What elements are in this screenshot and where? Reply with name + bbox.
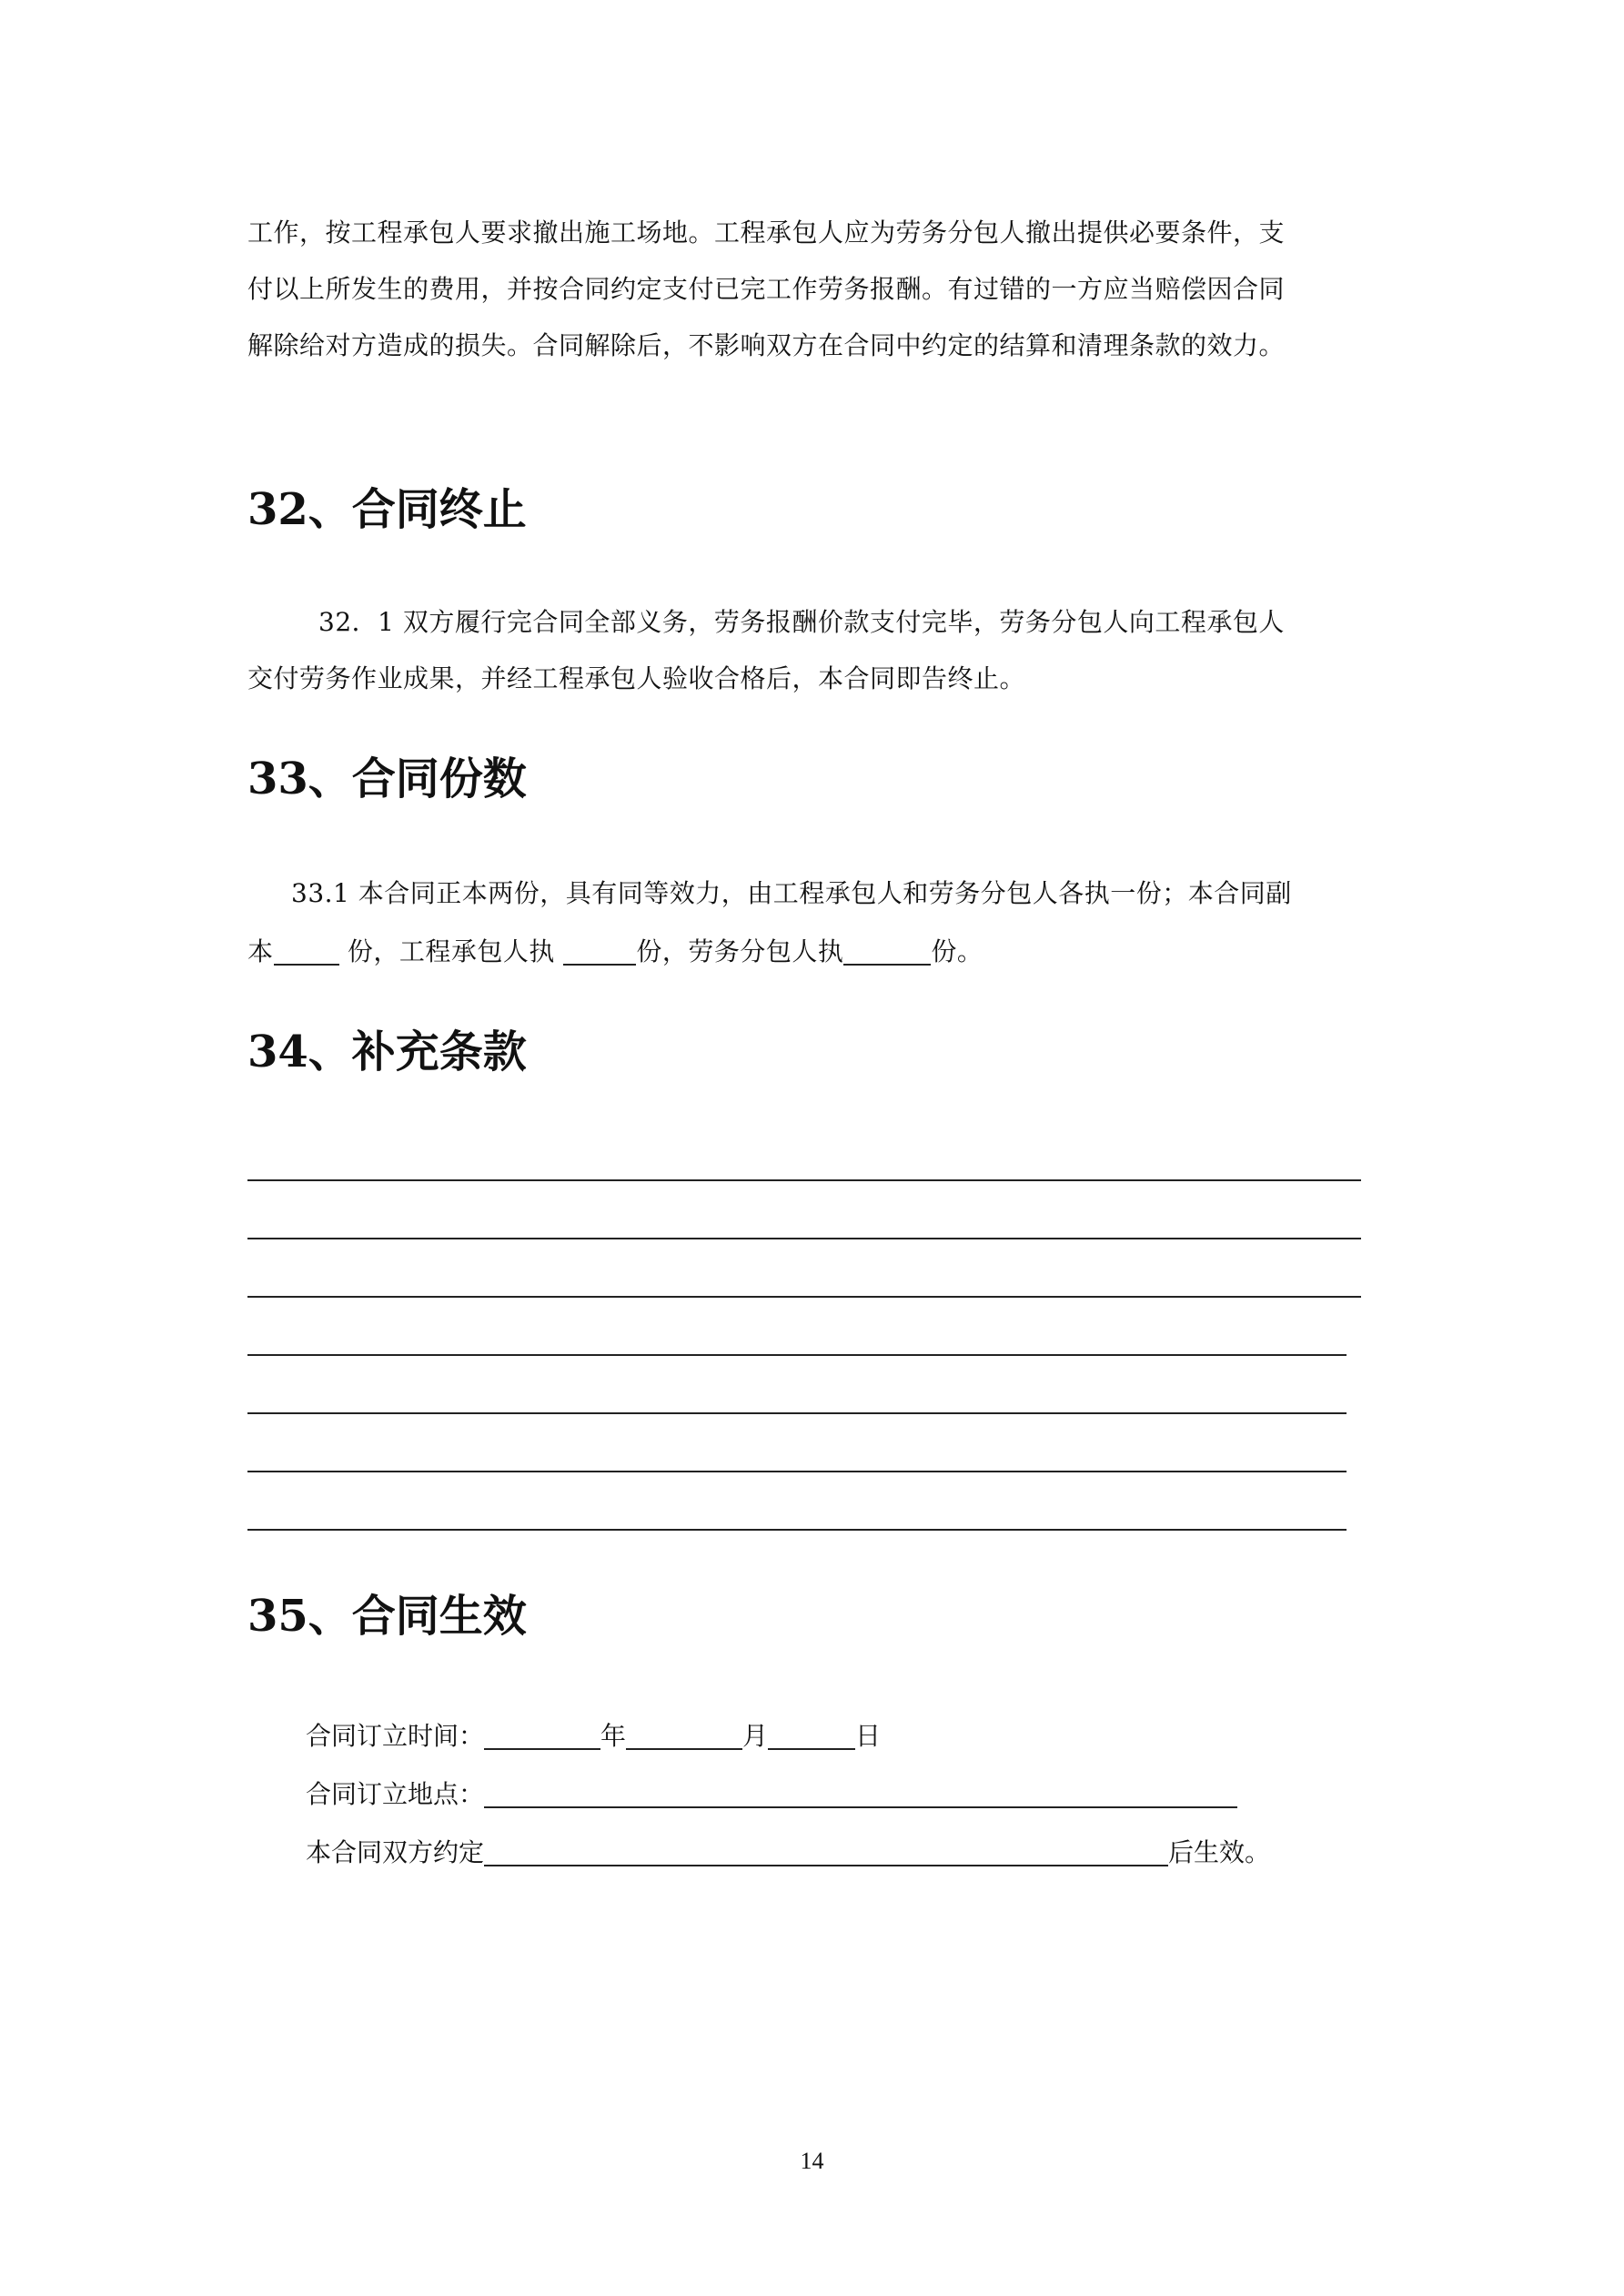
subcontractor-copies-blank[interactable] (843, 936, 931, 966)
supplement-line-7[interactable] (247, 1529, 1347, 1531)
copies-total-blank[interactable] (274, 936, 339, 966)
section-32-line-1: 32．1 双方履行完合同全部义务，劳务报酬价款支付完毕，劳务分包人向工程承包人 (318, 607, 1285, 637)
year-label: 年 (600, 1721, 627, 1751)
signing-time-row (306, 1718, 881, 1755)
month-blank[interactable] (626, 1721, 742, 1750)
month-label: 月 (742, 1721, 769, 1751)
supplement-line-2[interactable] (247, 1238, 1361, 1239)
effective-suffix: 后生效。 (1168, 1837, 1271, 1867)
year-blank[interactable] (484, 1721, 600, 1750)
supplement-line-6[interactable] (247, 1471, 1347, 1472)
section-32-line-2: 交付劳务作业成果，并经工程承包人验收合格后，本合同即告终止。 (247, 663, 1026, 693)
section-33-line-2 (247, 934, 983, 970)
signing-place-blank[interactable] (484, 1779, 1237, 1808)
page-number: 14 (800, 2148, 824, 2174)
section-35-heading: 35、合同生效 (247, 1591, 527, 1642)
section-34-heading: 34、补充条款 (247, 1027, 527, 1077)
supplement-line-4[interactable] (247, 1354, 1347, 1356)
section-33-heading: 33、合同份数 (247, 754, 527, 804)
section-33-text-end: 份。 (931, 936, 983, 966)
effective-condition-blank[interactable] (484, 1837, 1168, 1866)
supplement-line-1[interactable] (247, 1179, 1361, 1181)
section-32-heading: 32、合同终止 (247, 484, 527, 535)
section-33-line-1: 33.1 本合同正本两份，具有同等效力，由工程承包人和劳务分包人各执一份；本合同副 (291, 878, 1292, 908)
effective-prefix: 本合同双方约定 (306, 1837, 485, 1867)
contractor-copies-blank[interactable] (563, 936, 636, 966)
supplement-line-3[interactable] (247, 1296, 1361, 1298)
signing-place-label: 合同订立地点： (306, 1779, 485, 1809)
signing-time-label: 合同订立时间： (306, 1721, 485, 1751)
supplement-line-5[interactable] (247, 1412, 1347, 1414)
intro-line-1: 工作，按工程承包人要求撤出施工场地。工程承包人应为劳务分包人撤出提供必要条件，支 (247, 217, 1286, 248)
intro-line-2: 付以上所发生的费用，并按合同约定支付已完工作劳务报酬。有过错的一方应当赔偿因合同 (247, 274, 1286, 304)
section-33-text-ben: 本 (247, 936, 274, 966)
section-33-text-contractor: 份，工程承包人执 (338, 936, 564, 966)
day-label: 日 (855, 1721, 882, 1751)
signing-place-row (306, 1776, 1237, 1813)
intro-line-3: 解除给对方造成的损失。合同解除后，不影响双方在合同中约定的结算和清理条款的效力。 (247, 330, 1286, 360)
effective-condition-row (306, 1835, 1270, 1871)
section-33-text-subcontractor: 份，劳务分包人执 (636, 936, 844, 966)
day-blank[interactable] (768, 1721, 855, 1750)
